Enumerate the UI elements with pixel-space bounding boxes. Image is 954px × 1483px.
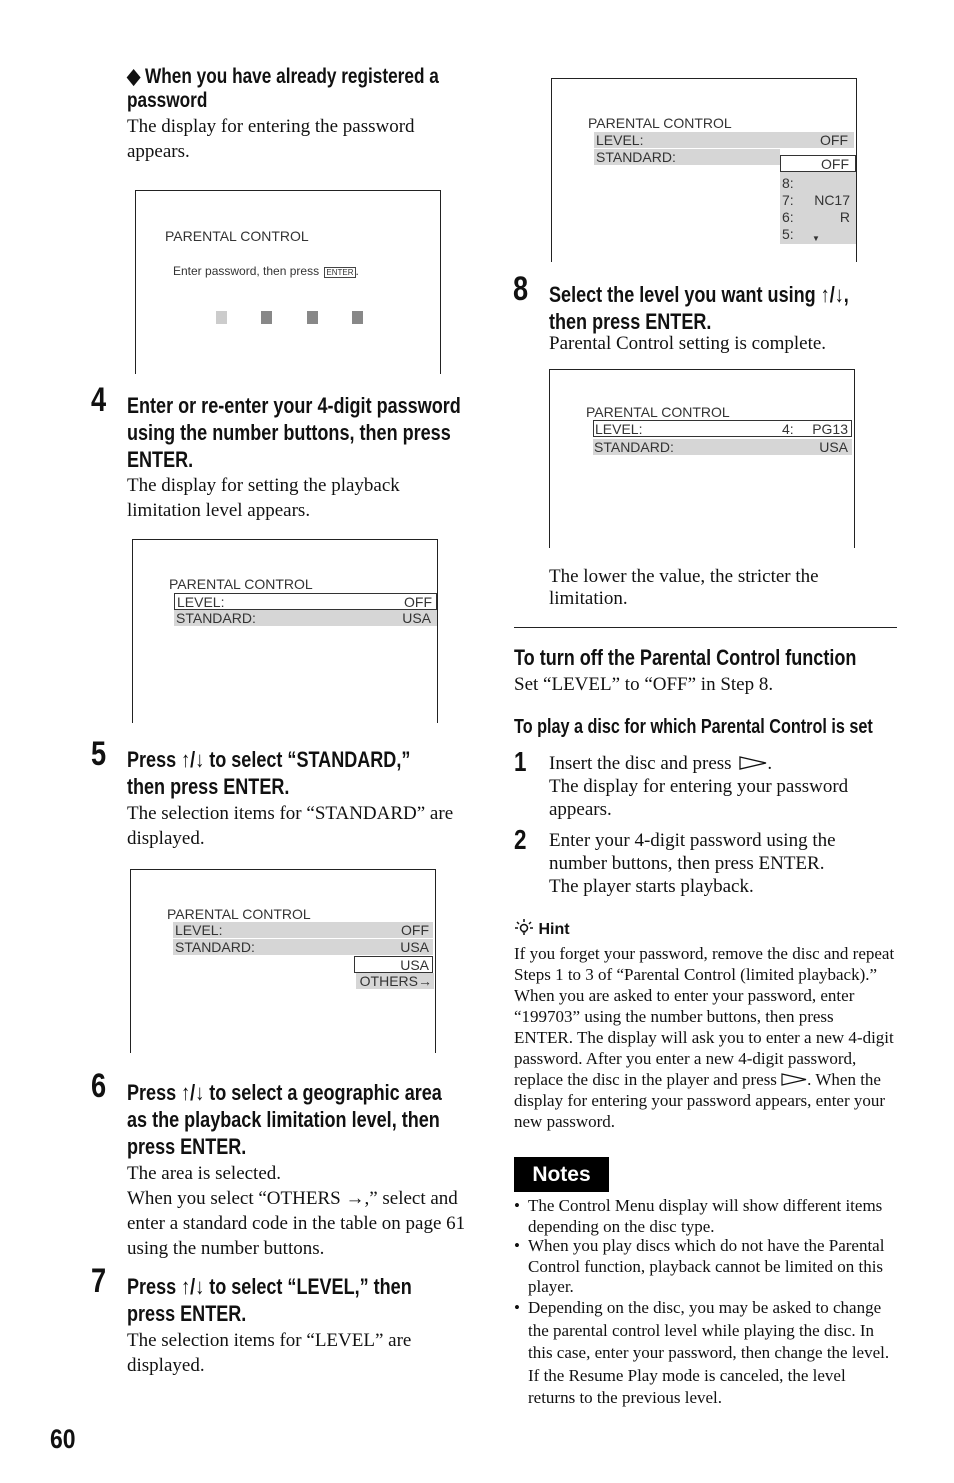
level-value: OFF (820, 132, 848, 148)
level-list-item-value: NC17 (814, 192, 850, 208)
level-list (780, 172, 856, 244)
standard-value: USA (819, 439, 848, 455)
play-heading: To play a disc for which Parental Control is set (514, 715, 873, 738)
level-row (594, 132, 854, 148)
hint-text-part: . When the display for entering your password appears, enter your new password. (514, 1070, 886, 1131)
step-number: 4 (91, 381, 107, 419)
step-number: 5 (91, 735, 107, 773)
bullet-icon: • (514, 1298, 520, 1317)
enter-key-icon: ENTER (326, 268, 354, 277)
screen-standard-options (130, 869, 436, 1053)
notes-label-badge (514, 1157, 609, 1192)
password-digit-box (307, 311, 318, 324)
turnoff-heading: To turn off the Parental Control function (514, 645, 857, 670)
play-step1-text (549, 752, 894, 821)
level-list-item (782, 192, 852, 208)
scroll-down-icon: ▼ (812, 234, 820, 243)
registered-text: The display for entering the password appears. (127, 116, 415, 162)
bullet-icon: • (514, 1236, 520, 1255)
screen-title: PARENTAL CONTROL (586, 404, 730, 420)
hint-header (514, 918, 570, 940)
screen-title: PARENTAL CONTROL (165, 228, 309, 244)
level-list-item-number: 6: (782, 209, 794, 225)
screen-prompt: Enter password, then press ENTER . (173, 264, 359, 278)
page-number: 60 (50, 1424, 76, 1454)
registered-heading-line1: ◆ When you have already registered a (127, 65, 439, 88)
level-value: OFF (404, 594, 432, 610)
level-value: PG13 (812, 421, 848, 437)
level-row (174, 593, 437, 610)
step7-heading-line: Press ↑/↓ to select “LEVEL,” then (127, 1274, 412, 1299)
level-list-item-number: 7: (782, 192, 794, 208)
step5-text: The selection items for “STANDARD” are displayed. (127, 803, 454, 849)
step-number: 2 (514, 824, 527, 855)
password-digit-box (352, 311, 363, 324)
screen-level-options (551, 78, 857, 262)
registered-heading (127, 65, 439, 113)
level-row (593, 420, 852, 437)
play-step1-result: The display for entering your password appears. (549, 776, 849, 820)
level-value: OFF (401, 922, 429, 938)
step5-heading-line: then press ENTER. (127, 774, 290, 799)
notes-label: Notes (532, 1163, 591, 1186)
step7-heading (127, 1273, 412, 1327)
note-item (514, 1196, 894, 1237)
step6-text-line: When you select “OTHERS →,” select and enter a standard code in the table on page 61 using the number buttons. (127, 1188, 466, 1259)
password-digit-box (216, 311, 227, 324)
step8-heading (549, 281, 849, 335)
option-usa (354, 956, 433, 973)
standard-row (593, 439, 852, 455)
hint-label: Hint (538, 921, 570, 938)
screen-level-standard (132, 539, 438, 723)
step-number: 8 (513, 270, 529, 308)
play-icon (739, 756, 767, 770)
play-step1-line: Insert the disc and press . (549, 753, 773, 774)
standard-row (173, 939, 433, 955)
step4-heading-line: ENTER. (127, 447, 194, 472)
step7-heading-line: press ENTER. (127, 1301, 247, 1326)
bullet-icon: • (514, 1196, 520, 1215)
step6-heading (127, 1079, 442, 1160)
step6-text-line: The area is selected. (127, 1163, 282, 1184)
password-digit-box (261, 311, 272, 324)
level-label: LEVEL: (177, 594, 225, 610)
option-others (356, 973, 434, 989)
note-text: When you play discs which do not have the Parental Control function, playback cannot be limited on this player. (528, 1236, 885, 1296)
level-list-selected (780, 155, 856, 172)
step4-text: The display for setting the playback limitation level appears. (127, 475, 400, 521)
section-divider (514, 627, 897, 628)
level-list-item (782, 175, 852, 191)
standard-row (594, 149, 780, 165)
play-step2-result: The player starts playback. (549, 876, 754, 897)
screen-password-entry (135, 190, 441, 374)
step6-heading-line: Press ↑/↓ to select a geographic area (127, 1080, 442, 1105)
step-number: 7 (91, 1262, 107, 1300)
prompt-text: Enter password, then press (173, 264, 320, 278)
option-others-label: OTHERS→ (359, 973, 432, 989)
step4-heading-line: Enter or re-enter your 4-digit password (127, 393, 461, 418)
level-label: LEVEL: (175, 922, 223, 938)
level-list-item-number: 8: (782, 175, 794, 191)
step5-heading (127, 746, 410, 800)
screen-title: PARENTAL CONTROL (167, 906, 311, 922)
note-item (514, 1236, 894, 1298)
step8-heading-line: Select the level you want using ↑/↓, (549, 282, 849, 307)
level-label: LEVEL: (596, 132, 644, 148)
note-text: Depending on the disc, you may be asked to change the parental control level while playing the disc. In this case, enter your password, then change the level. If the Resume Play mode is canceled, the level returns to the previous level. (528, 1298, 890, 1407)
play-step1-instruction: Insert the disc and press (549, 753, 732, 774)
step4-heading (127, 392, 461, 473)
screen-title: PARENTAL CONTROL (588, 115, 732, 131)
step-number: 1 (514, 746, 527, 777)
level-list-item-value: R (839, 209, 850, 225)
step7-text: The selection items for “LEVEL” are displayed. (127, 1330, 412, 1376)
step8-heading-line: then press ENTER. (549, 309, 712, 334)
play-step2-text (549, 829, 889, 898)
level-list-selected-label: OFF (821, 156, 849, 172)
step5-heading-line: Press ↑/↓ to select “STANDARD,” (127, 747, 411, 772)
hint-text-part: If you forget your password, remove the disc and repeat Steps 1 to 3 of “Parental Control (limited playback).” When you are asked to enter your password, enter “199703” using the number buttons, then press ENTER. The display will ask you to enter a new 4-digit password. After you enter a new 4-digit password, replace the disc in the player and press (514, 944, 895, 1089)
screen-level-set (549, 369, 855, 548)
standard-label: STANDARD: (175, 939, 255, 955)
lightbulb-icon (514, 918, 534, 938)
step-number: 6 (91, 1067, 107, 1105)
level-list-item-number: 5: (782, 226, 794, 242)
standard-value: USA (400, 939, 429, 955)
option-usa-label: USA (400, 957, 429, 973)
note-item (514, 1297, 894, 1410)
standard-label: STANDARD: (176, 610, 256, 626)
standard-label: STANDARD: (596, 149, 676, 165)
play-icon (781, 1073, 807, 1086)
step6-heading-line: press ENTER. (127, 1134, 247, 1159)
registered-heading-line2: password (127, 89, 208, 112)
standard-value: USA (402, 610, 431, 626)
step6-text (127, 1161, 477, 1261)
level-label: LEVEL: (595, 421, 643, 437)
step8-text: Parental Control setting is complete. (549, 333, 827, 354)
note-text: The Control Menu display will show different items depending on the disc type. (528, 1196, 883, 1236)
level-number: 4: (782, 421, 794, 437)
play-step2-instruction: Enter your 4-digit password using the number buttons, then press ENTER. (549, 830, 836, 874)
screen-title: PARENTAL CONTROL (169, 576, 313, 592)
level-row (173, 922, 433, 938)
turnoff-text: Set “LEVEL” to “OFF” in Step 8. (514, 674, 774, 695)
step4-heading-line: using the number buttons, then press (127, 420, 451, 445)
level-list-item (782, 209, 852, 225)
standard-label: STANDARD: (594, 439, 674, 455)
standard-row (174, 610, 437, 626)
hint-text (514, 943, 896, 1132)
lower-value-text: The lower the value, the stricter the limitation. (549, 566, 819, 609)
step6-heading-line: as the playback limitation level, then (127, 1107, 440, 1132)
